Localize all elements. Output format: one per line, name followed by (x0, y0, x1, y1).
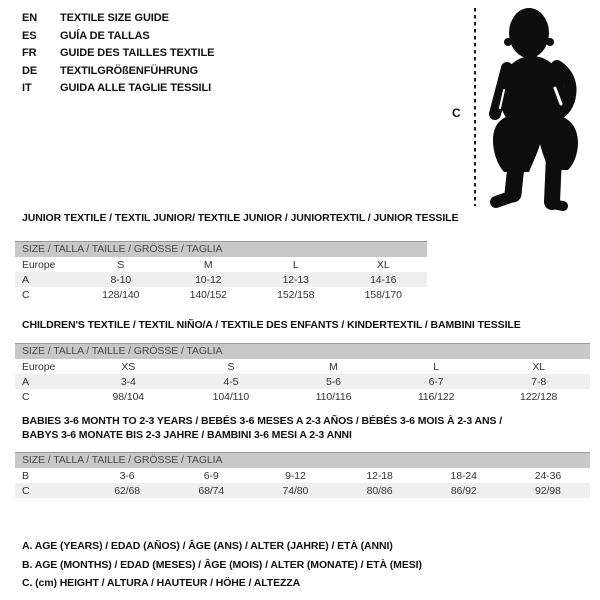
table-row (15, 287, 427, 302)
lang-title: GUÍA DE TALLAS (60, 29, 150, 42)
table-row (15, 483, 590, 498)
lang-title: TEXTILGRÖßENFÜHRUNG (60, 64, 199, 77)
size-cell: L (433, 360, 439, 373)
row-label: C (22, 390, 30, 403)
table-row (15, 374, 590, 389)
size-cell: 92/98 (535, 484, 561, 497)
size-cell: 3-4 (120, 375, 136, 388)
lang-title: GUIDA ALLE TAGLIE TESSILI (60, 82, 212, 95)
size-table-children (15, 343, 590, 404)
size-cell: 4-5 (223, 375, 239, 388)
row-label: B (22, 469, 29, 482)
size-cell: 152/158 (277, 288, 315, 301)
row-label: C (22, 288, 30, 301)
size-cell: 3-6 (119, 469, 135, 482)
lang-code: IT (22, 82, 32, 95)
size-cell: S (117, 258, 125, 271)
table-row (15, 468, 590, 483)
size-cell: 18-24 (450, 469, 477, 482)
footnote-a: A. AGE (YEARS) / EDAD (AÑOS) / ÂGE (ANS) / ALTER (JAHRE) / ETÀ (ANNI) (22, 540, 393, 552)
size-cell: 14-16 (370, 273, 397, 286)
row-label: Europe (22, 258, 56, 271)
footnote-b: B. AGE (MONTHS) / EDAD (MESES) / ÂGE (MOIS) / ALTER (MONATE) / ETÀ (MESI) (22, 558, 422, 571)
size-cell: 158/170 (364, 288, 402, 301)
size-header-bar: SIZE / TALLA / TAILLE / GRÖSSE / TAGLIA (15, 242, 427, 258)
size-cell: 5-6 (326, 375, 341, 388)
table-row (15, 272, 427, 287)
table-row (15, 257, 427, 272)
size-cell: 62/68 (114, 484, 140, 497)
size-header-bar: SIZE / TALLA / TAILLE / GRÖSSE / TAGLIA (15, 344, 590, 360)
size-cell: XL (376, 258, 390, 271)
row-label: A (22, 273, 29, 286)
size-cell: M (329, 360, 338, 373)
size-cell: 98/104 (112, 390, 145, 403)
lang-code: ES (22, 29, 37, 42)
lang-code: FR (22, 47, 37, 60)
size-cell: 122/128 (520, 390, 558, 403)
lang-row-it (22, 80, 214, 98)
size-cell: 140/152 (189, 288, 227, 301)
lang-row-fr (22, 45, 214, 63)
size-cell: 8-10 (110, 273, 132, 286)
lang-title: GUIDE DES TAILLES TEXTILE (60, 47, 215, 60)
height-label-c: C (452, 106, 461, 120)
size-cell: XS (121, 360, 136, 373)
language-list (22, 10, 214, 98)
footnotes (22, 537, 422, 593)
babies-title-line2: BABYS 3-6 MONATE BIS 2-3 JAHRE / BAMBINI 3-6 MESI A 2-3 ANNI (22, 428, 352, 441)
size-table-babies (15, 452, 590, 498)
lang-title: TEXTILE SIZE GUIDE (60, 12, 169, 24)
size-cell: 80/86 (366, 484, 393, 497)
size-cell: 110/116 (315, 390, 352, 403)
size-cell: 12-13 (282, 273, 309, 286)
size-cell: XL (532, 360, 546, 373)
baby-silhouette-icon (483, 4, 595, 214)
table-row (15, 389, 590, 404)
junior-table-title: JUNIOR TEXTILE / TEXTIL JUNIOR/ TEXTILE JUNIOR / JUNIORTEXTIL / JUNIOR TESSILE (22, 212, 459, 224)
size-cell: 7-8 (531, 375, 547, 388)
size-cell: 104/110 (212, 390, 250, 403)
footnote-c: C. (cm) HEIGHT / ALTURA / HAUTEUR / HÖHE / ALTEZZA (22, 577, 301, 589)
size-cell: 12-18 (366, 469, 393, 482)
size-cell: 86/92 (450, 484, 477, 497)
size-cell: 6-9 (203, 469, 219, 482)
size-cell: 116/122 (417, 390, 455, 403)
lang-code: DE (22, 64, 38, 77)
babies-title-line1: BABIES 3-6 MONTH TO 2-3 YEARS / BEBÉS 3-6 MESES A 2-3 AÑOS / BÉBÉS 3-6 MOIS À 2-3 ANS / (22, 415, 503, 427)
size-cell: S (227, 360, 235, 373)
size-cell: 10-12 (195, 273, 222, 286)
size-cell: 9-12 (285, 469, 306, 482)
row-label: Europe (22, 360, 56, 373)
size-header-bar: SIZE / TALLA / TAILLE / GRÖSSE / TAGLIA (15, 453, 590, 469)
lang-code: EN (22, 12, 38, 24)
size-table-junior (15, 241, 427, 302)
lang-row-en (22, 10, 214, 28)
babies-table-title (22, 415, 502, 442)
size-cell: L (292, 258, 299, 271)
size-cell: 74/80 (282, 484, 309, 497)
table-row (15, 359, 590, 374)
size-cell: 128/140 (102, 288, 140, 301)
height-dashed-line (474, 8, 476, 206)
size-cell: 6-7 (428, 375, 444, 388)
size-cell: M (203, 258, 213, 271)
children-table-title: CHILDREN'S TEXTILE / TEXTIL NIÑO/A / TEXTILE DES ENFANTS / KINDERTEXTIL / BAMBINI TESSILE (22, 319, 521, 331)
lang-row-es (22, 28, 214, 46)
size-cell: 68/74 (198, 484, 225, 497)
row-label: A (22, 375, 29, 388)
size-cell: 24-36 (534, 469, 562, 482)
lang-row-de (22, 63, 214, 81)
row-label: C (22, 484, 30, 497)
